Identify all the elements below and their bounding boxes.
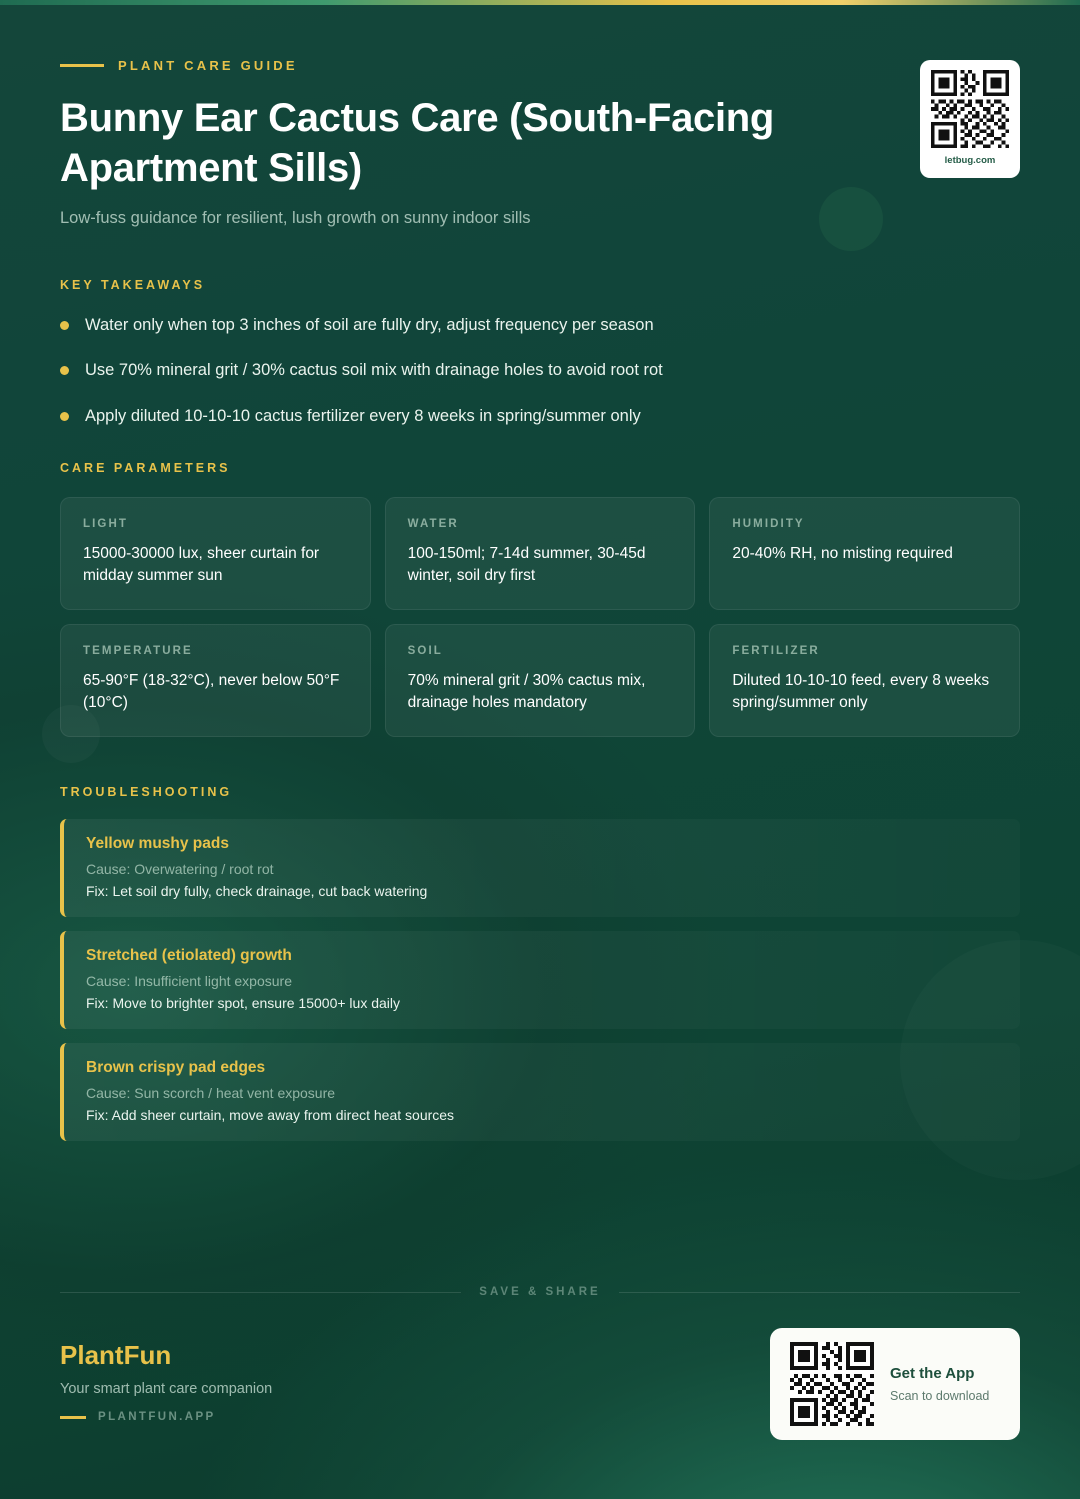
param-value: 70% mineral grit / 30% cactus mix, drainage holes mandatory: [407, 671, 646, 711]
key-takeaways-label: KEY TAKEAWAYS: [60, 278, 206, 292]
app-card-title: Get the App: [890, 1365, 975, 1382]
troubleshooting-title: Yellow mushy pads: [86, 834, 229, 852]
troubleshooting-cause: Cause: Sun scorch / heat vent exposure: [86, 1084, 336, 1101]
bullet-icon: [60, 321, 69, 330]
takeaway-text: Use 70% mineral grit / 30% cactus soil mix with drainage holes to avoid root rot: [85, 361, 663, 380]
list-item: [60, 359, 1020, 381]
bullet-icon: [60, 412, 69, 421]
troubleshooting-item: [60, 931, 1020, 1029]
header-qr-card[interactable]: [920, 60, 1020, 178]
param-card-humidity: [709, 497, 1020, 610]
param-key: TEMPERATURE: [83, 644, 193, 657]
qr-code-icon: [931, 70, 1009, 148]
param-key: LIGHT: [83, 517, 128, 530]
troubleshooting-item: [60, 1043, 1020, 1141]
param-value: 65-90°F (18-32°C), never below 50°F (10°C): [83, 671, 340, 711]
key-takeaways-list: [60, 314, 1020, 427]
troubleshooting-fix: Fix: Move to brighter spot, ensure 15000+ lux daily: [86, 994, 401, 1011]
divider-line: [60, 1292, 461, 1293]
param-card-light: [60, 497, 371, 610]
param-card-water: [385, 497, 696, 610]
troubleshooting-list: [60, 819, 1020, 1141]
troubleshooting-title: Brown crispy pad edges: [86, 1058, 266, 1076]
troubleshooting-label: TROUBLESHOOTING: [60, 784, 233, 799]
troubleshooting-fix: Fix: Let soil dry fully, check drainage, cut back watering: [86, 882, 428, 899]
divider-line: [619, 1292, 1020, 1293]
param-value: 15000-30000 lux, sheer curtain for midday summer sun: [83, 544, 320, 584]
param-key: SOIL: [407, 644, 443, 657]
care-parameters-label: CARE PARAMETERS: [60, 460, 231, 475]
param-key: WATER: [407, 517, 459, 530]
param-key: FERTILIZER: [732, 644, 820, 657]
brand-tagline: Your smart plant care companion: [60, 1381, 273, 1397]
param-card-temperature: [60, 624, 371, 737]
footer-brand-block: [60, 1340, 272, 1423]
eyebrow-dash-icon: [60, 64, 104, 67]
takeaway-text: Water only when top 3 inches of soil are fully dry, adjust frequency per season: [85, 316, 654, 334]
param-value: 100-150ml; 7-14d summer, 30-45d winter, soil dry first: [407, 544, 646, 584]
footer: [60, 1340, 1020, 1440]
page-subtitle: Low-fuss guidance for resilient, lush growth on sunny indoor sills: [60, 209, 531, 227]
list-item: [60, 405, 1020, 427]
takeaway-text: Apply diluted 10-10-10 cactus fertilizer every 8 weeks in spring/summer only: [85, 406, 641, 425]
eyebrow-row: [60, 0, 1020, 73]
troubleshooting-item: [60, 819, 1020, 917]
qr-code-icon: [790, 1342, 874, 1426]
app-card-subtitle: Scan to download: [890, 1389, 990, 1403]
param-value: Diluted 10-10-10 feed, every 8 weeks spring/summer only: [732, 671, 990, 711]
param-card-fertilizer: [709, 624, 1020, 737]
param-key: HUMIDITY: [732, 517, 805, 530]
brand-url: PLANTFUN.APP: [98, 1411, 216, 1423]
care-parameters-grid: [60, 497, 1020, 737]
param-value: 20-40% RH, no misting required: [732, 544, 953, 562]
troubleshooting-title: Stretched (etiolated) growth: [86, 946, 292, 964]
troubleshooting-cause: Cause: Insufficient light exposure: [86, 972, 292, 989]
brand-url-row: [60, 1411, 272, 1423]
brand-name: PlantFun: [60, 1340, 172, 1370]
page-title: Bunny Ear Cactus Care (South-Facing Apartment Sills): [60, 96, 775, 190]
save-share-label: SAVE & SHARE: [479, 1286, 601, 1298]
eyebrow-label: PLANT CARE GUIDE: [118, 58, 298, 73]
bullet-icon: [60, 366, 69, 375]
troubleshooting-fix: Fix: Add sheer curtain, move away from direct heat sources: [86, 1106, 455, 1123]
app-card-text: [890, 1365, 989, 1403]
list-item: [60, 314, 1020, 336]
save-and-share-divider: [60, 1286, 1020, 1298]
header-qr-caption: letbug.com: [944, 155, 996, 166]
get-the-app-card[interactable]: [770, 1328, 1020, 1440]
dash-icon: [60, 1416, 86, 1419]
param-card-soil: [385, 624, 696, 737]
troubleshooting-cause: Cause: Overwatering / root rot: [86, 860, 274, 877]
